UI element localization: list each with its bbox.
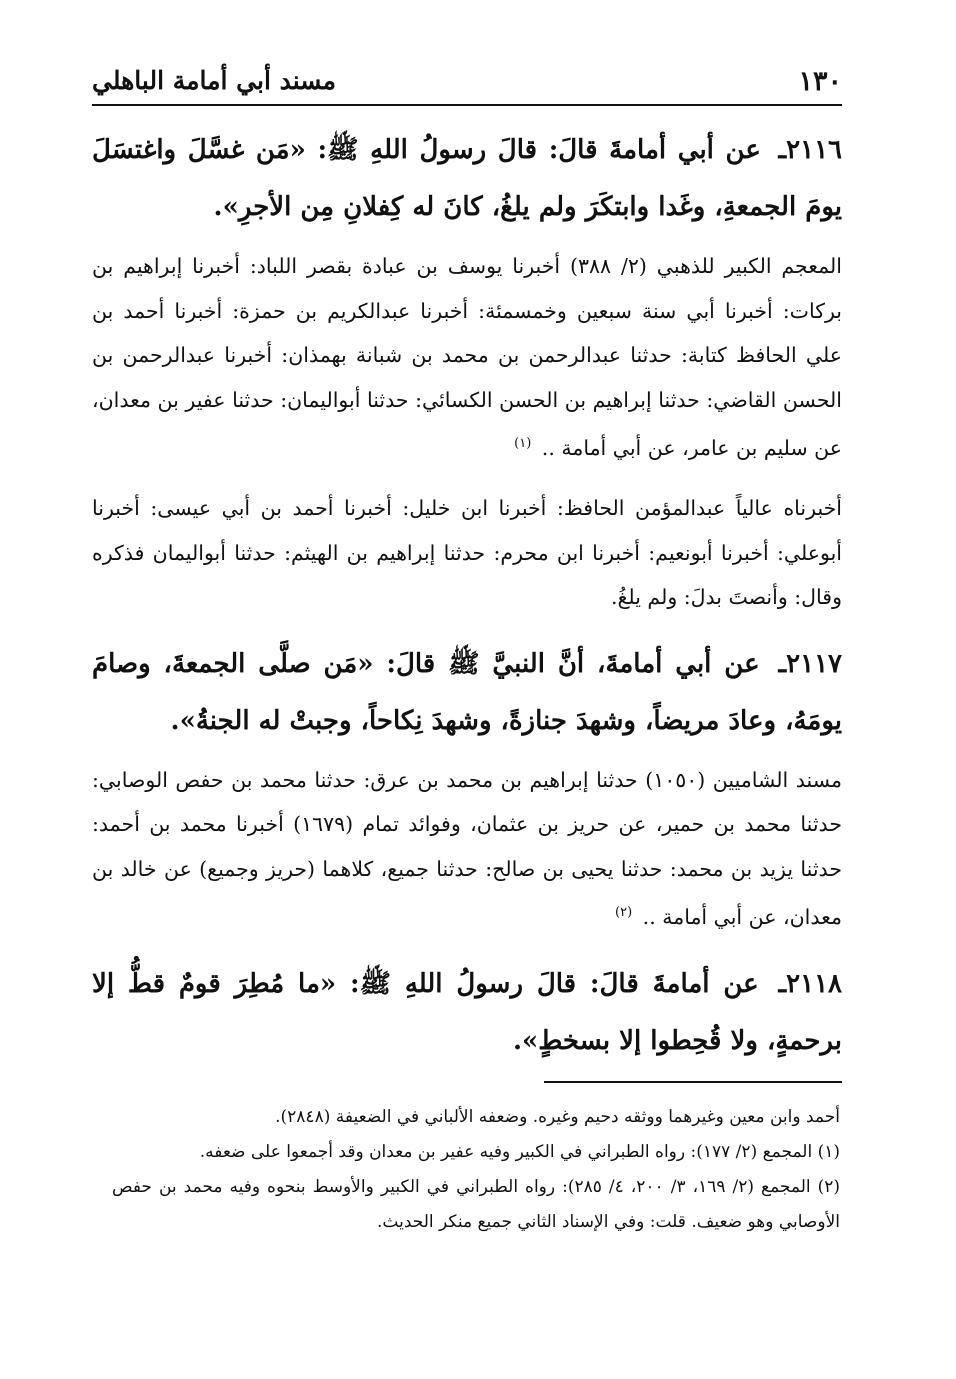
header-rule (92, 104, 842, 106)
page-header (92, 62, 842, 102)
hadith-number: ٢١١٧ـ (778, 648, 842, 679)
hadith-text: عن أبي أمامةَ قالَ: قالَ رسولُ اللهِ ﷺ: «مَن غسَّلَ واغتسَلَ يومَ الجمعةِ، وغَدا وابتكَرَ ولم يلغُ، كانَ له كِفلانِ مِن الأجرِ». (92, 135, 842, 222)
page-number: ١٣٠ (798, 66, 842, 97)
hadith-2116 (92, 122, 842, 236)
footnote-continuation: أحمد وابن معين وغيرهما ووثقه دحيم وغيره. وضعفه الألباني في الضعيفة (٢٨٤٨). (275, 1107, 840, 1127)
hadith-text: عن أمامةَ قالَ: قالَ رسولُ اللهِ ﷺ: «ما مُطِرَ قومٌ قطُّ إلا برحمةٍ، ولا قُحِطوا إلا بسخطٍ». (92, 968, 842, 1056)
page-body (92, 122, 842, 1078)
footnote-ref-1: (١) (514, 436, 532, 451)
hadith-number: ٢١١٨ـ (778, 968, 842, 999)
hadith-2118 (92, 956, 842, 1070)
hadith-number: ٢١١٦ـ (778, 135, 842, 165)
hadith-2117-source (92, 758, 842, 940)
footnote-1: (١) المجمع (٢/ ١٧٧): رواه الطبراني في الكبير وفيه عفير بن معدان وقد أجمعوا على ضعفه. (199, 1142, 840, 1162)
source-text: أخبرناه عالياً عبدالمؤمن الحافظ: أخبرنا ابن خليل: أخبرنا أحمد بن أبي عيسى: أخبرنا أبوعلي: أخبرنا أبونعيم: أخبرنا ابن محرم: حدثنا إبراهيم بن الهيثم: حدثنا أبواليمان فذكره وقال: وأنصتَ بدلَ: ولم يلغُ. (92, 496, 842, 610)
footnote-2: (٢) المجمع (٢/ ١٦٩، ٣/ ٢٠٠، ٤/ ٢٨٥): رواه الطبراني في الكبير والأوسط بنحوه وفيه محمد بن حفص الأوصابي وهو ضعيف. قلت: وفي الإسناد الثاني جميع منكر الحديث. (112, 1177, 841, 1232)
hadith-text: عن أبي أمامةَ، أنَّ النبيَّ ﷺ قالَ: «مَن صلَّى الجمعةَ، وصامَ يومَهُ، وعادَ مريضاً، وشهدَ جنازةً، وشهدَ نِكاحاً، وجبتْ له الجنةُ». (92, 648, 842, 736)
footnotes (112, 1100, 840, 1240)
hadith-2116-source-2 (92, 486, 842, 620)
source-text: مسند الشاميين (١٠٥٠) حدثنا إبراهيم بن محمد بن عرق: حدثنا محمد بن حفص الوصابي: حدثنا محمد بن حمير، عن حريز بن عثمان، وفوائد تمام (١٦٧٩) أخبرنا محمد بن أحمد: حدثنا يزيد بن محمد: حدثنا يحيى بن صالح: حدثنا جميع، كلاهما (حريز وجميع) عن خالد بن معدان، عن أبي أمامة .. (92, 767, 842, 930)
source-text: المعجم الكبير للذهبي (٢/ ٣٨٨) أخبرنا يوسف بن عبادة بقصر اللباد: أخبرنا إبراهيم بن بركات: أخبرنا أبي سنة سبعين وخمسمئة: أخبرنا عبدالكريم بن حمزة: أخبرنا أحمد بن علي الحافظ كتابة: حدثنا عبدالرحمن بن محمد بن شبانة بهمذان: أخبرنا عبدالرحمن بن الحسن القاضي: حدثنا إبراهيم بن الحسن الكسائي: حدثنا أبواليمان: حدثنا عفير بن معدان، عن سليم بن عامر، عن أبي أمامة .. (92, 254, 842, 460)
hadith-2117 (92, 636, 842, 750)
footnote-ref-2: (٢) (615, 905, 633, 921)
hadith-2116-source-1 (92, 244, 842, 470)
footnote-rule (544, 1081, 842, 1083)
running-title: مسند أبي أمامة الباهلي (92, 66, 336, 95)
